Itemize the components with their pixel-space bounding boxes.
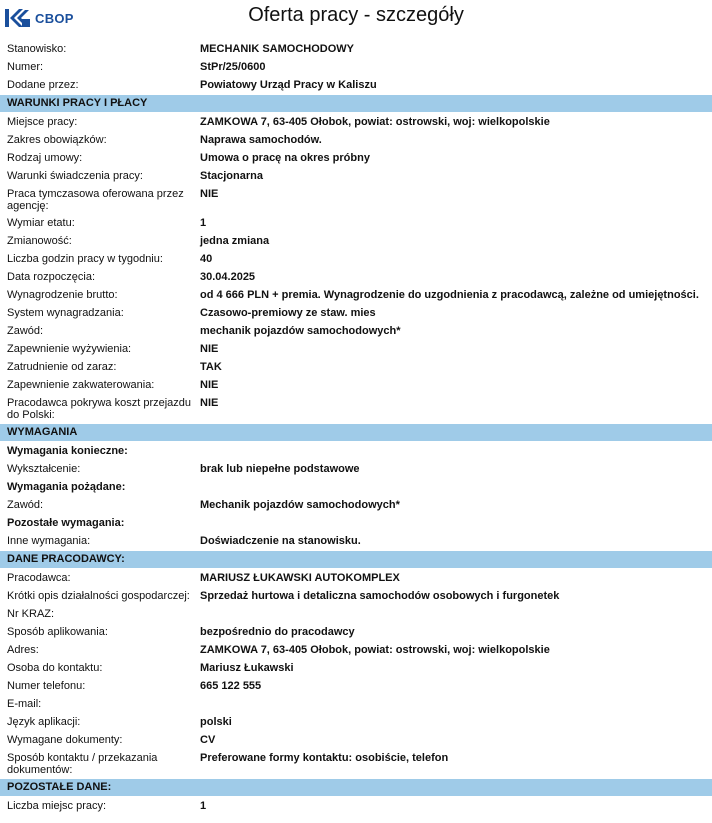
detail-row (0, 131, 712, 149)
detail-label: Numer: (7, 61, 44, 73)
detail-row (0, 569, 712, 587)
detail-value: 1 (200, 800, 207, 812)
detail-label: Krótki opis działalności gospodarczej: (7, 590, 190, 602)
detail-row (0, 376, 712, 394)
detail-value: NIE (200, 379, 219, 391)
detail-label: Praca tymczasowa oferowana przez agencję: (7, 188, 184, 212)
detail-label: Osoba do kontaktu: (7, 662, 103, 674)
detail-value: Umowa o pracę na okres próbny (200, 152, 370, 164)
detail-row (0, 232, 712, 250)
detail-value: ZAMKOWA 7, 63-405 Ołobok, powiat: ostrowski, woj: wielkopolskie (200, 644, 550, 656)
detail-value: MECHANIK SAMOCHODOWY (200, 43, 354, 55)
section-heading-warunki: WARUNKI PRACY I PŁACY (0, 95, 712, 112)
detail-label: Zakres obowiązków: (7, 134, 107, 146)
detail-row (0, 749, 712, 778)
detail-value: Czasowo-premiowy ze staw. mies (200, 307, 376, 319)
detail-row (0, 496, 712, 514)
detail-row (0, 731, 712, 749)
detail-row (0, 713, 712, 731)
detail-label: Zatrudnienie od zaraz: (7, 361, 117, 373)
detail-label: E-mail: (7, 698, 42, 710)
detail-row (0, 605, 712, 623)
detail-label: Rodzaj umowy: (7, 152, 83, 164)
detail-label: Stanowisko: (7, 43, 67, 55)
detail-value (200, 605, 712, 610)
detail-value: StPr/25/0600 (200, 61, 266, 73)
detail-label: Wynagrodzenie brutto: (7, 289, 118, 301)
detail-label: Adres: (7, 644, 39, 656)
detail-label: Zawód: (7, 325, 44, 337)
detail-label: Dodane przez: (7, 79, 79, 91)
detail-label: Wymagane dokumenty: (7, 734, 123, 746)
detail-label: Wykształcenie: (7, 463, 81, 475)
detail-value: Mariusz Łukawski (200, 662, 294, 674)
page-title: Oferta pracy - szczegóły (248, 4, 464, 26)
detail-value: Mechanik pojazdów samochodowych* (200, 499, 400, 511)
detail-value: Sprzedaż hurtowa i detaliczna samochodów osobowych i furgonetek (200, 590, 560, 602)
detail-row (0, 641, 712, 659)
detail-row (0, 532, 712, 550)
detail-row (0, 394, 712, 423)
detail-label: Numer telefonu: (7, 680, 86, 692)
detail-label: Zapewnienie wyżywienia: (7, 343, 132, 355)
detail-row (0, 358, 712, 376)
detail-value: bezpośrednio do pracodawcy (200, 626, 355, 638)
detail-value: 30.04.2025 (200, 271, 256, 283)
detail-row (0, 797, 712, 815)
detail-value: ZAMKOWA 7, 63-405 Ołobok, powiat: ostrowski, woj: wielkopolskie (200, 116, 550, 128)
detail-row (0, 58, 712, 76)
subheading-pozadane: Wymagania pożądane: (7, 481, 126, 493)
detail-row (0, 214, 712, 232)
section-heading-pracodawca: DANE PRACODAWCY: (0, 551, 712, 568)
detail-label: System wynagradzania: (7, 307, 124, 319)
detail-value: CV (200, 734, 216, 746)
detail-value: jedna zmiana (200, 235, 270, 247)
detail-value: mechanik pojazdów samochodowych* (200, 325, 401, 337)
detail-row (0, 268, 712, 286)
detail-value: TAK (200, 361, 222, 373)
detail-label: Pracodawca: (7, 572, 71, 584)
detail-value: Naprawa samochodów. (200, 134, 322, 146)
detail-value: NIE (200, 397, 219, 409)
detail-row (0, 250, 712, 268)
detail-label: Wymiar etatu: (7, 217, 75, 229)
detail-value: Doświadczenie na stanowisku. (200, 535, 361, 547)
detail-value: Stacjonarna (200, 170, 263, 182)
detail-label: Warunki świadczenia pracy: (7, 170, 143, 182)
detail-row (0, 659, 712, 677)
detail-value: brak lub niepełne podstawowe (200, 463, 360, 475)
detail-label: Data rozpoczęcia: (7, 271, 96, 283)
detail-row (0, 695, 712, 713)
detail-row (0, 167, 712, 185)
subheading-konieczne: Wymagania konieczne: (7, 445, 128, 457)
detail-value: od 4 666 PLN + premia. Wynagrodzenie do uzgodnienia z pracodawcą, zależne od umiejętności. (200, 289, 699, 301)
logo-text: CBOP (35, 10, 74, 26)
detail-value: 40 (200, 253, 213, 265)
detail-value: MARIUSZ ŁUKAWSKI AUTOKOMPLEX (200, 572, 400, 584)
section-heading-pozostale: POZOSTAŁE DANE: (0, 779, 712, 796)
subheading-pozostale: Pozostałe wymagania: (7, 517, 125, 529)
detail-value: 1 (200, 217, 207, 229)
detail-row (0, 286, 712, 304)
offer-details (0, 40, 712, 815)
detail-value (200, 695, 712, 700)
header (0, 0, 712, 40)
detail-row (0, 113, 712, 131)
detail-row (0, 340, 712, 358)
detail-row (0, 322, 712, 340)
detail-row (0, 587, 712, 605)
detail-label: Liczba godzin pracy w tygodniu: (7, 253, 163, 265)
detail-value: Powiatowy Urząd Pracy w Kaliszu (200, 79, 377, 91)
detail-label: Liczba miejsc pracy: (7, 800, 107, 812)
detail-value: NIE (200, 188, 219, 200)
detail-label: Zawód: (7, 499, 44, 511)
detail-row (0, 40, 712, 58)
detail-value: 665 122 555 (200, 680, 262, 692)
detail-row (0, 185, 712, 214)
section-heading-wymagania: WYMAGANIA (0, 424, 712, 441)
detail-value: polski (200, 716, 232, 728)
detail-label: Sposób aplikowania: (7, 626, 108, 638)
detail-row (0, 677, 712, 695)
detail-label: Sposób kontaktu / przekazania dokumentów: (7, 752, 158, 776)
detail-row (0, 460, 712, 478)
detail-label: Język aplikacji: (7, 716, 81, 728)
detail-label: Miejsce pracy: (7, 116, 78, 128)
detail-row (0, 623, 712, 641)
detail-label: Pracodawca pokrywa koszt przejazdu do Polski: (7, 397, 192, 421)
detail-label: Zmianowość: (7, 235, 72, 247)
detail-label: Inne wymagania: (7, 535, 91, 547)
detail-row (0, 304, 712, 322)
detail-label: Zapewnienie zakwaterowania: (7, 379, 155, 391)
detail-value: NIE (200, 343, 219, 355)
detail-value: Preferowane formy kontaktu: osobiście, telefon (200, 752, 449, 764)
detail-row (0, 149, 712, 167)
detail-row (0, 76, 712, 94)
detail-label: Nr KRAZ: (7, 608, 55, 620)
